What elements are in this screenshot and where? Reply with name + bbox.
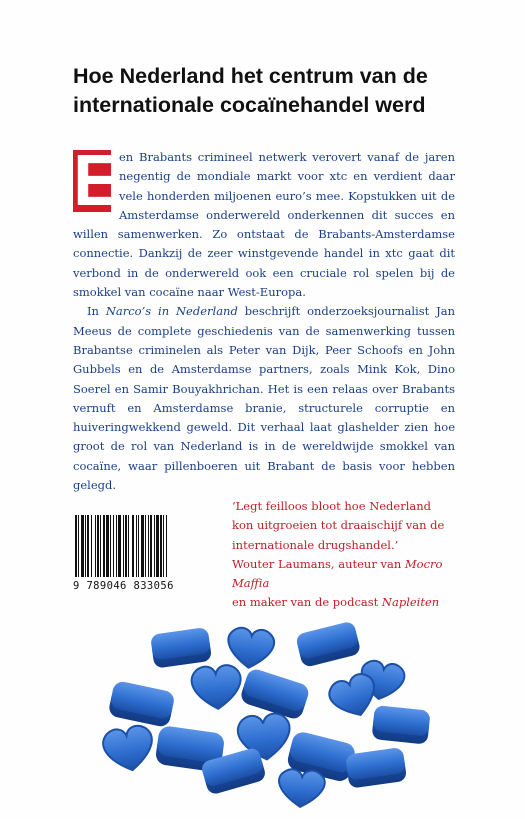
barcode-bar bbox=[106, 515, 109, 577]
barcode-icon bbox=[73, 515, 213, 584]
barcode-bar bbox=[97, 515, 99, 577]
barcode-bar bbox=[87, 515, 89, 577]
barcode-bar bbox=[103, 515, 105, 577]
barcode-bar bbox=[110, 515, 111, 577]
barcode-bar bbox=[141, 515, 144, 577]
headline-line-1: Hoe Nederland het centrum van de bbox=[73, 64, 428, 88]
paragraph-2-prefix: In bbox=[87, 304, 106, 319]
headline-line-2: internationale cocaïnehandel werd bbox=[73, 93, 426, 117]
pill-pile bbox=[101, 620, 431, 808]
barcode-bar bbox=[95, 515, 96, 577]
quote-attribution-1: Wouter Laumans, auteur van Mocro Maffia bbox=[232, 556, 443, 591]
drop-cap: E bbox=[73, 141, 122, 221]
barcode-bar bbox=[150, 515, 152, 577]
napleiten-title: Napleiten bbox=[381, 595, 440, 610]
barcode-bar bbox=[166, 515, 167, 577]
barcode-bar bbox=[136, 515, 137, 577]
barcode-bar bbox=[145, 515, 146, 577]
barcode-bar bbox=[138, 515, 139, 577]
barcode-bar bbox=[118, 515, 121, 577]
barcode-bar bbox=[128, 515, 129, 577]
paragraph-2-text: beschrijft onderzoeksjournalist Jan Meeus de complete geschiedenis van de samenwerking tussen Brabantse criminelen als Peter van Dijk, Peer Schoofs en John Gubbels en de Amsterdamse partners, zoals Mink Kok, Dino Soerel en Samir Bouyakhrichan. Het is een relaas over Brabants vernuft en Amsterdamse branie, structurele corruptie en huiveringwekkend geweld. Dit verhaal laat glashelder zien hoe groot de rol van Nederland is in de wereldwijde smokkel van cocaïne, waar pillenboeren uit Brabant de basis voor hebben gelegd. bbox=[73, 304, 456, 493]
paragraph-1-text: en Brabants crimineel netwerk verovert vanaf de jaren negentig de mondiale markt voor xtc en verdient daar vele honderden miljoenen euro’s mee. Kopstukken uit de Amsterdamse onderwereld onderkennen dit succes en willen samenwerken. Zo ontstaat de Brabants-Amsterdamse connectie. Dankzij de zeer winstgevende handel in xtc gaat dit verbond in de onderwereld ook een cruciale rol spelen bij de smokkel van cocaïne naar West-Europa. bbox=[73, 150, 455, 300]
barcode-bar bbox=[156, 515, 159, 577]
barcode-bar bbox=[113, 515, 114, 577]
barcode-bar bbox=[123, 515, 124, 577]
blurb-paragraph-1 bbox=[73, 141, 455, 302]
quote-line-3: internationale drugshandel.’ bbox=[232, 537, 399, 552]
isbn-number: 9 789046 833056 bbox=[73, 580, 174, 592]
quote-line-1: ‘Legt feilloos bloot hoe Nederland bbox=[232, 499, 432, 513]
barcode-bar bbox=[148, 515, 149, 577]
barcode-bar bbox=[85, 515, 86, 577]
barcode-bar bbox=[160, 515, 162, 577]
book-title: Narco’s in Nederland bbox=[105, 304, 238, 319]
barcode-bar bbox=[116, 515, 117, 577]
blue-pills-image bbox=[90, 605, 450, 815]
blurb bbox=[73, 141, 456, 495]
barcode-bar bbox=[100, 515, 101, 577]
barcode-bar bbox=[91, 515, 92, 577]
blurb-paragraph-2 bbox=[73, 302, 455, 495]
quote-line-2: kon uitgroeien tot draaischijf van de bbox=[232, 518, 445, 533]
barcode-bar bbox=[78, 515, 79, 577]
review-quote bbox=[232, 497, 482, 613]
barcode-bar bbox=[81, 515, 84, 577]
barcode-bar bbox=[163, 515, 164, 577]
barcode-bar bbox=[132, 515, 134, 577]
quote-attribution-2: en maker van de podcast Napleiten bbox=[232, 595, 440, 610]
barcode-bar bbox=[154, 515, 155, 577]
cover-headline bbox=[73, 62, 493, 120]
mocro-maffia-title: Mocro Maffia bbox=[232, 556, 443, 591]
barcode-bar bbox=[125, 515, 127, 577]
barcode-bar bbox=[75, 515, 77, 577]
